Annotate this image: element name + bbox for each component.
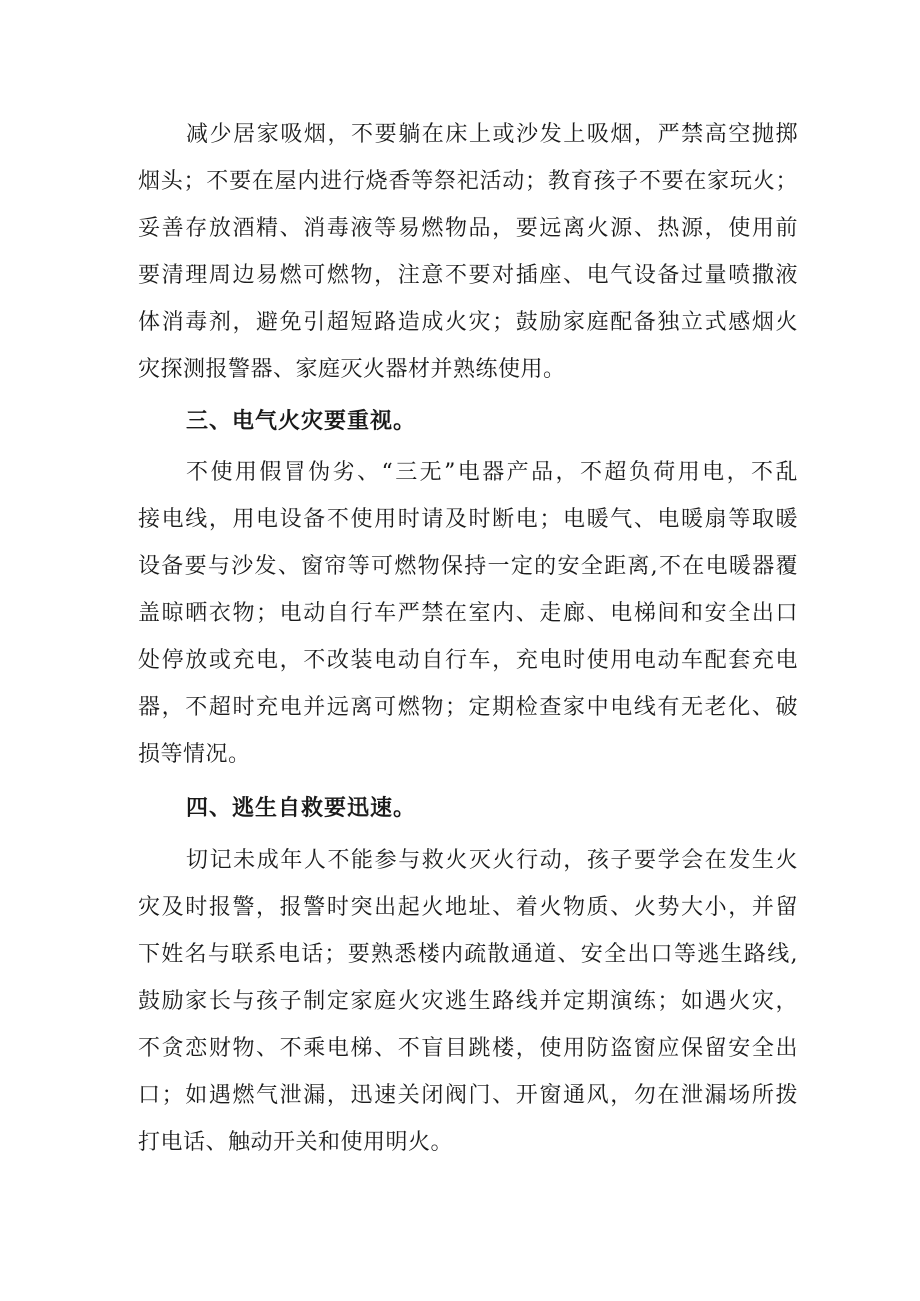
paragraph-1-line-5: 体消毒剂，避免引超短路造成火灾；鼓励家庭配备独立式感烟火 — [138, 310, 798, 335]
section-3-line-5: 处停放或充电，不改装电动自行车，充电时使用电动车配套充电 — [138, 648, 798, 673]
section-4-line-1: 切记未成年人不能参与救火灭火行动，孩子要学会在发生火 — [186, 848, 798, 873]
paragraph-1-line-6: 灾探测报警器、家庭灭火器材并熟练使用。 — [138, 357, 566, 382]
section-4-line-4: 鼓励家长与孩子制定家庭火灾逃生路线并定期演练；如遇火灾， — [138, 989, 798, 1014]
section-4-heading: 四、逃生自救要迅速。 — [186, 796, 417, 821]
section-3-line-2: 接电线，用电设备不使用时请及时断电；电暖气、电暖扇等取暖 — [138, 507, 798, 532]
paragraph-1-line-4: 要清理周边易燃可燃物，注意不要对插座、电气设备过量喷撒液 — [138, 263, 798, 288]
section-4-line-3: 下姓名与联系电话；要熟悉楼内疏散通道、安全出口等逃生路线, — [138, 942, 798, 967]
section-3-line-3: 设备要与沙发、窗帘等可燃物保持一定的安全距离,不在电暖器覆 — [138, 554, 798, 579]
section-4-line-6: 口；如遇燃气泄漏，迅速关闭阀门、开窗通风，勿在泄漏场所拨 — [138, 1083, 798, 1108]
section-3-line-6: 器，不超时充电并远离可燃物；定期检查家中电线有无老化、破 — [138, 695, 798, 720]
section-4-line-7: 打电话、触动开关和使用明火。 — [138, 1130, 454, 1155]
paragraph-1-line-2: 烟头；不要在屋内进行烧香等祭祀活动；教育孩子不要在家玩火； — [138, 169, 798, 194]
section-3-line-7: 损等情况。 — [138, 742, 251, 767]
section-3-heading: 三、电气火灾要重视。 — [186, 409, 417, 434]
paragraph-1-line-1: 减少居家吸烟，不要躺在床上或沙发上吸烟，严禁高空抛掷 — [186, 122, 798, 147]
section-4-line-2: 灾及时报警，报警时突出起火地址、着火物质、火势大小，并留 — [138, 895, 798, 920]
section-4-line-5: 不贪恋财物、不乘电梯、不盲目跳楼，使用防盗窗应保留安全出 — [138, 1036, 798, 1061]
paragraph-1-line-3: 妥善存放酒精、消毒液等易燃物品，要远离火源、热源，使用前 — [138, 216, 798, 241]
section-3-line-1: 不使用假冒伪劣、“三无”电器产品，不超负荷用电，不乱 — [186, 460, 798, 485]
section-3-line-4: 盖晾晒衣物；电动自行车严禁在室内、走廊、电梯间和安全出口 — [138, 601, 798, 626]
